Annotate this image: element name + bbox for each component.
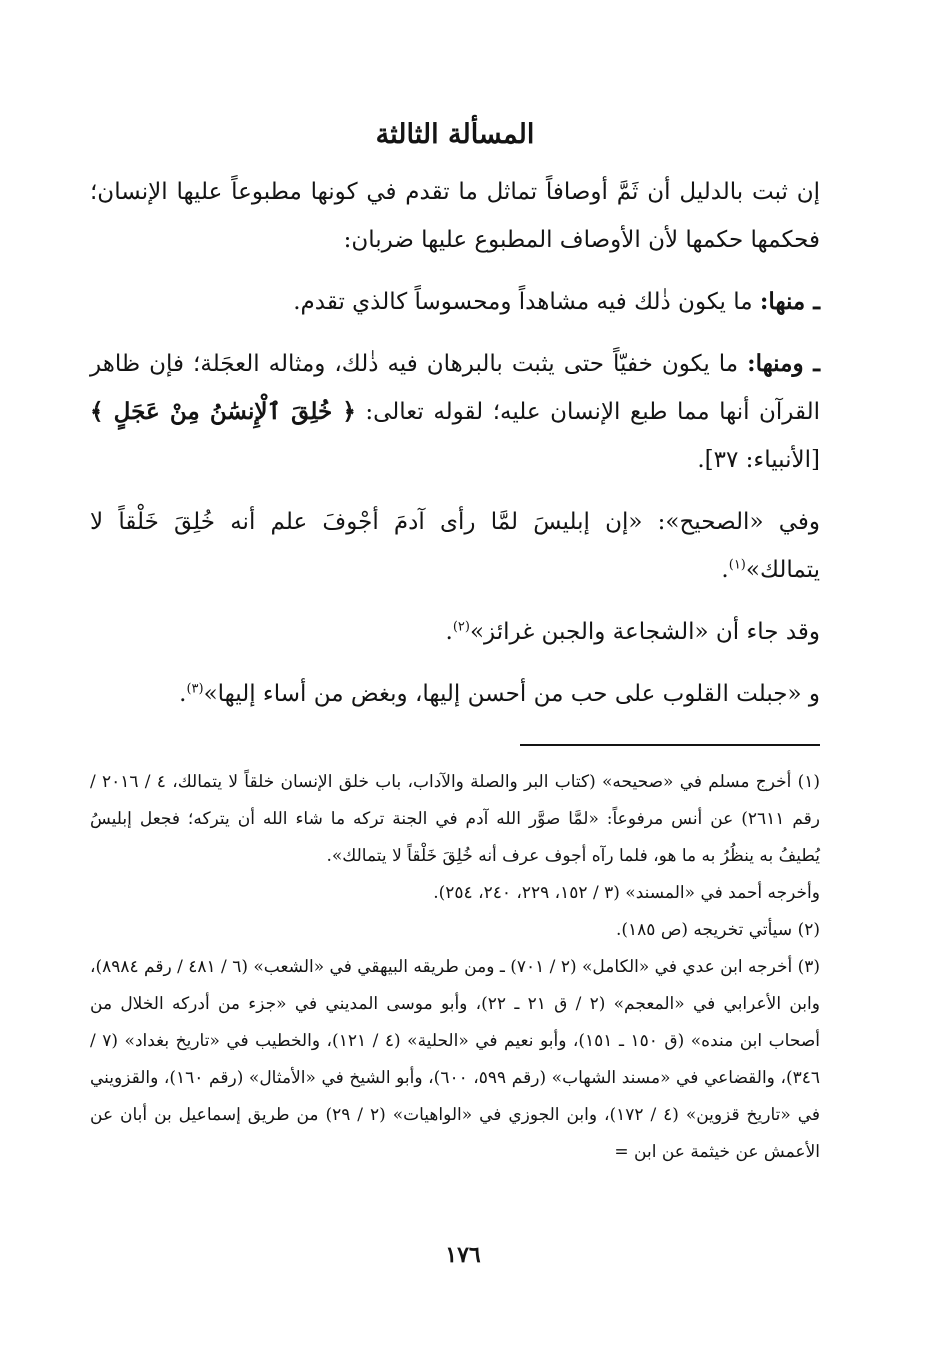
footnote-separator	[520, 744, 820, 746]
paragraph-3	[90, 340, 820, 484]
footnote-1: (١) أخرج مسلم في «صحيحه» (كتاب البر والصلة والآداب، باب خلق الإنسان خلقاً لا يتمالك، ٤ / ٢٠١٦ / رقم ٢٦١١) عن أنس مرفوعاً: «لمَّا صوَّر الله آدم في الجنة تركه ما شاء الله أن يتركه؛ فجعل إبليسُ يُطيفُ به ينظُرُ به ما هو، فلما رآه أجوف عرف أنه خُلِقَ خَلْقاً لا يتمالك».	[90, 772, 820, 866]
paragraph-4-end: .	[721, 557, 729, 583]
footnote-marker-2: (٢)	[452, 619, 470, 635]
footnote-1-continued: وأخرجه أحمد في «المسند» (٣ / ١٥٢، ٢٢٩، ٢٤٠، ٢٥٤).	[433, 883, 820, 903]
footnote-3: (٣) أخرجه ابن عدي في «الكامل» (٢ / ٧٠١) ـ ومن طريقه البيهقي في «الشعب» (٦ / ٤٨١ / رقم ٨٩٨٤)، وابن الأعرابي في «المعجم» (٢ / ق ٢١ ـ ٢٢)، وأبو موسى المديني في «جزء من أدركه الخلال من أصحاب ابن منده» (ق ١٥٠ ـ ١٥١)، وأبو نعيم في «الحلية» (٤ / ١٢١)، والخطيب في «تاريخ بغداد» (٧ / ٣٤٦)، والقضاعي في «مسند الشهاب» (رقم ٥٩٩، ٦٠٠)، وأبو الشيخ في «الأمثال» (رقم ١٦٠)، والقزويني في «تاريخ قزوين» (٤ / ١٧٢)، وابن الجوزي في «الواهيات» (٢ / ٢٩) من طريق إسماعيل بن أبان عن الأعمش عن خيثمة عن ابن =	[90, 957, 821, 1162]
paragraph-4	[90, 498, 820, 594]
footnote-marker-1: (١)	[728, 557, 746, 573]
page-number: ١٧٦	[445, 1242, 481, 1268]
quran-verse: ﴿ خُلِقَ ٱلْإِنسَٰنُ مِنْ عَجَلٍ ﴾	[90, 398, 356, 425]
paragraph-6	[90, 670, 820, 718]
paragraph-5-text: وقد جاء أن «الشجاعة والجبن غرائز»	[469, 619, 820, 645]
verse-reference: [الأنبياء: ٣٧].	[697, 447, 820, 473]
paragraph-5	[90, 608, 820, 656]
paragraph-5-end: .	[445, 619, 453, 645]
section-heading: المسألة الثالثة	[375, 119, 535, 150]
paragraph-2	[90, 278, 820, 326]
paragraph-3-lead: ـ ومنها:	[747, 350, 820, 377]
footnote-marker-3: (٣)	[186, 681, 204, 697]
paragraph-1: إن ثبت بالدليل أن ثَمَّ أوصافاً تماثل ما تقدم في كونها مطبوعاً عليها الإنسان؛ فحكمها حكمها لأن الأوصاف المطبوع عليها ضربان:	[90, 179, 820, 253]
page-body	[90, 110, 820, 1171]
paragraph-3-text: ما يكون خفيّاً حتى يثبت بالبرهان فيه ذٰلك، ومثاله العجَلة؛ فإن ظاهر القرآن أنها مما طبع الإنسان عليه؛ لقوله تعالى:	[90, 351, 821, 425]
paragraph-2-lead: ـ منها:	[759, 288, 820, 315]
paragraph-6-end: .	[179, 681, 187, 707]
footnote-2: (٢) سيأتي تخريجه (ص ١٨٥).	[615, 920, 820, 940]
paragraph-6-text: و «جبلت القلوب على حب من أحسن إليها، وبغض من أساء إليها»	[203, 681, 820, 707]
paragraph-2-text: ما يكون ذٰلك فيه مشاهداً ومحسوساً كالذي تقدم.	[293, 289, 760, 315]
paragraph-4-text: وفي «الصحيح»: «إن إبليسَ لمَّا رأى آدمَ أجْوفَ علم أنه خُلِقَ خَلْقاً لا يتمالك»	[90, 509, 820, 583]
